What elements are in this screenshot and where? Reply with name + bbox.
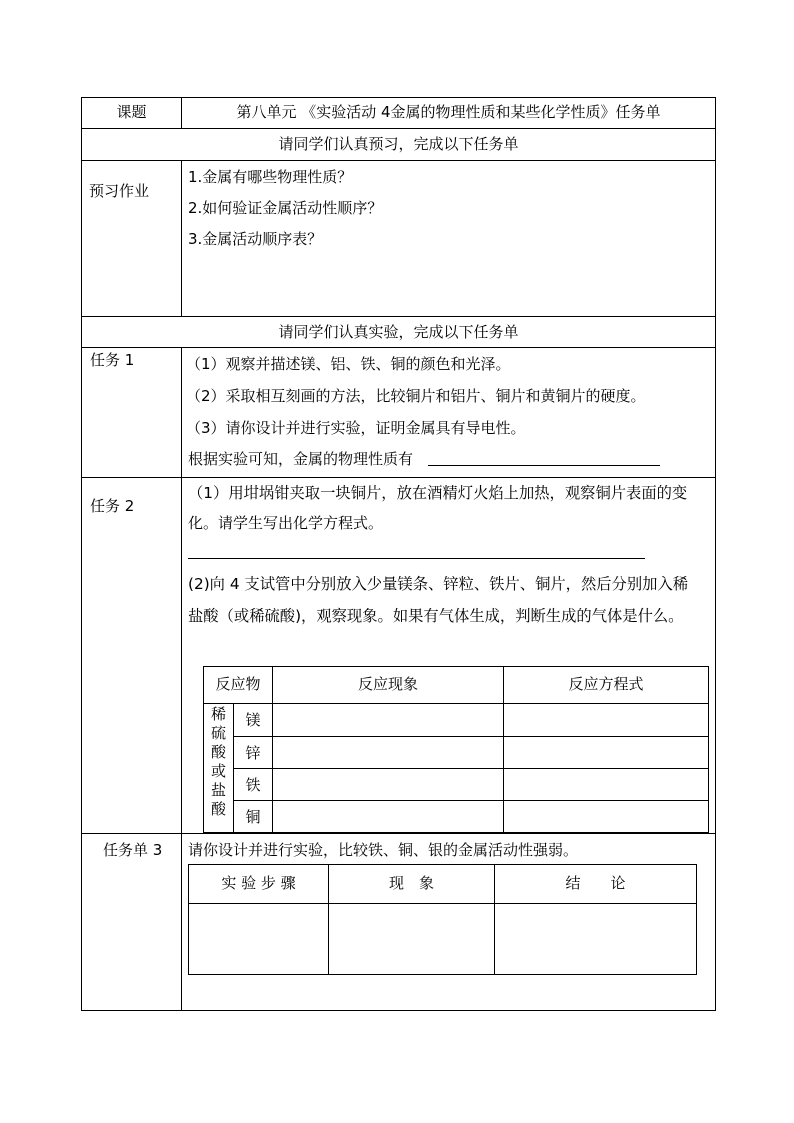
task3-table-right — [696, 864, 697, 975]
acid-label — [204, 705, 233, 819]
task1-conclusion: 根据实验可知，金属的物理性质有 — [188, 450, 414, 468]
metal-magnesium: 镁 — [245, 711, 261, 729]
task2-part2-line2: 盐酸（或稀硫酸)，观察现象。如果有气体生成，判断生成的气体是什么。 — [188, 607, 684, 625]
row-divider — [81, 160, 716, 161]
task2-equation-blank[interactable] — [188, 558, 645, 559]
preview-question-3: 3.金属活动顺序表？ — [188, 230, 323, 248]
preview-banner: 请同学们认真预习，完成以下任务单 — [278, 135, 519, 153]
task1-item-2: （2）采取相互刻画的方法，比较铜片和铝片、铜片和黄铜片的硬度。 — [186, 387, 646, 405]
experiment-banner: 请同学们认真实验，完成以下任务单 — [278, 323, 519, 341]
task1-answer-blank[interactable] — [428, 465, 660, 466]
task2-label: 任务 2 — [90, 497, 135, 515]
task2-part2-line1: (2)向 4 支试管中分别放入少量镁条、锌粒、铁片、铜片，然后分别加入稀 — [188, 575, 689, 593]
reaction-header-equation: 反应方程式 — [568, 675, 644, 693]
task3-table-top — [188, 864, 696, 865]
metal-zinc: 锌 — [245, 744, 261, 762]
reaction-table-bottom — [203, 832, 708, 833]
column-divider — [181, 347, 182, 1011]
row-divider — [81, 128, 716, 129]
task3-header-conclusion: 结 论 — [565, 874, 626, 892]
topic-label: 课题 — [116, 103, 147, 121]
worksheet-title: 第八单元 《实验活动 4金属的物理性质和某些化学性质》任务单 — [236, 103, 661, 121]
metal-iron: 铁 — [245, 776, 261, 794]
acid-char: 盐 — [210, 781, 226, 799]
task3-label: 任务单 3 — [103, 841, 163, 859]
task2-part1-line1: （1）用坩埚钳夹取一块铜片，放在酒精灯火焰上加热，观察铜片表面的变 — [188, 484, 688, 502]
task3-header-steps: 实 验 步 骤 — [221, 874, 296, 892]
row-divider — [81, 477, 716, 478]
row-divider — [81, 316, 716, 317]
table-border-top — [81, 97, 716, 98]
preview-question-1: 1.金属有哪些物理性质？ — [188, 168, 353, 186]
acid-char: 稀 — [210, 705, 226, 723]
acid-char: 硫 — [210, 724, 226, 742]
metal-copper: 铜 — [245, 808, 261, 826]
task1-item-1: （1）观察并描述镁、铝、铁、铜的颜色和光泽。 — [186, 355, 511, 373]
reaction-table-row-line — [233, 800, 708, 801]
reaction-table-header-line — [203, 703, 708, 704]
acid-char: 或 — [210, 762, 226, 780]
reaction-table-right — [708, 666, 709, 833]
column-divider — [181, 160, 182, 317]
reaction-header-reactant: 反应物 — [215, 675, 261, 693]
table-border-right — [715, 97, 716, 1011]
task3-header-phenomenon: 现 象 — [388, 874, 434, 892]
reaction-header-phenomenon: 反应现象 — [357, 675, 418, 693]
reaction-table-row-line — [233, 736, 708, 737]
preview-question-2: 2.如何验证金属活动性顺序？ — [188, 199, 383, 217]
task3-table-header-line — [188, 903, 696, 904]
reaction-table-top — [203, 666, 708, 667]
reaction-table-row-line — [233, 768, 708, 769]
task2-part1-line2: 化。请学生写出化学方程式。 — [188, 514, 384, 532]
table-border-left — [81, 97, 82, 1011]
table-border-bottom — [81, 1010, 716, 1011]
preview-label: 预习作业 — [89, 182, 150, 200]
task1-label: 任务 1 — [90, 351, 135, 369]
row-divider — [81, 833, 716, 834]
row-divider — [81, 347, 716, 348]
task3-table-bottom — [188, 974, 696, 975]
task1-item-3: （3）请你设计并进行实验，证明金属具有导电性。 — [186, 419, 526, 437]
acid-char: 酸 — [210, 743, 226, 761]
task3-prompt: 请你设计并进行实验，比较铁、铜、银的金属活动性强弱。 — [188, 841, 579, 859]
acid-char: 酸 — [210, 800, 226, 818]
